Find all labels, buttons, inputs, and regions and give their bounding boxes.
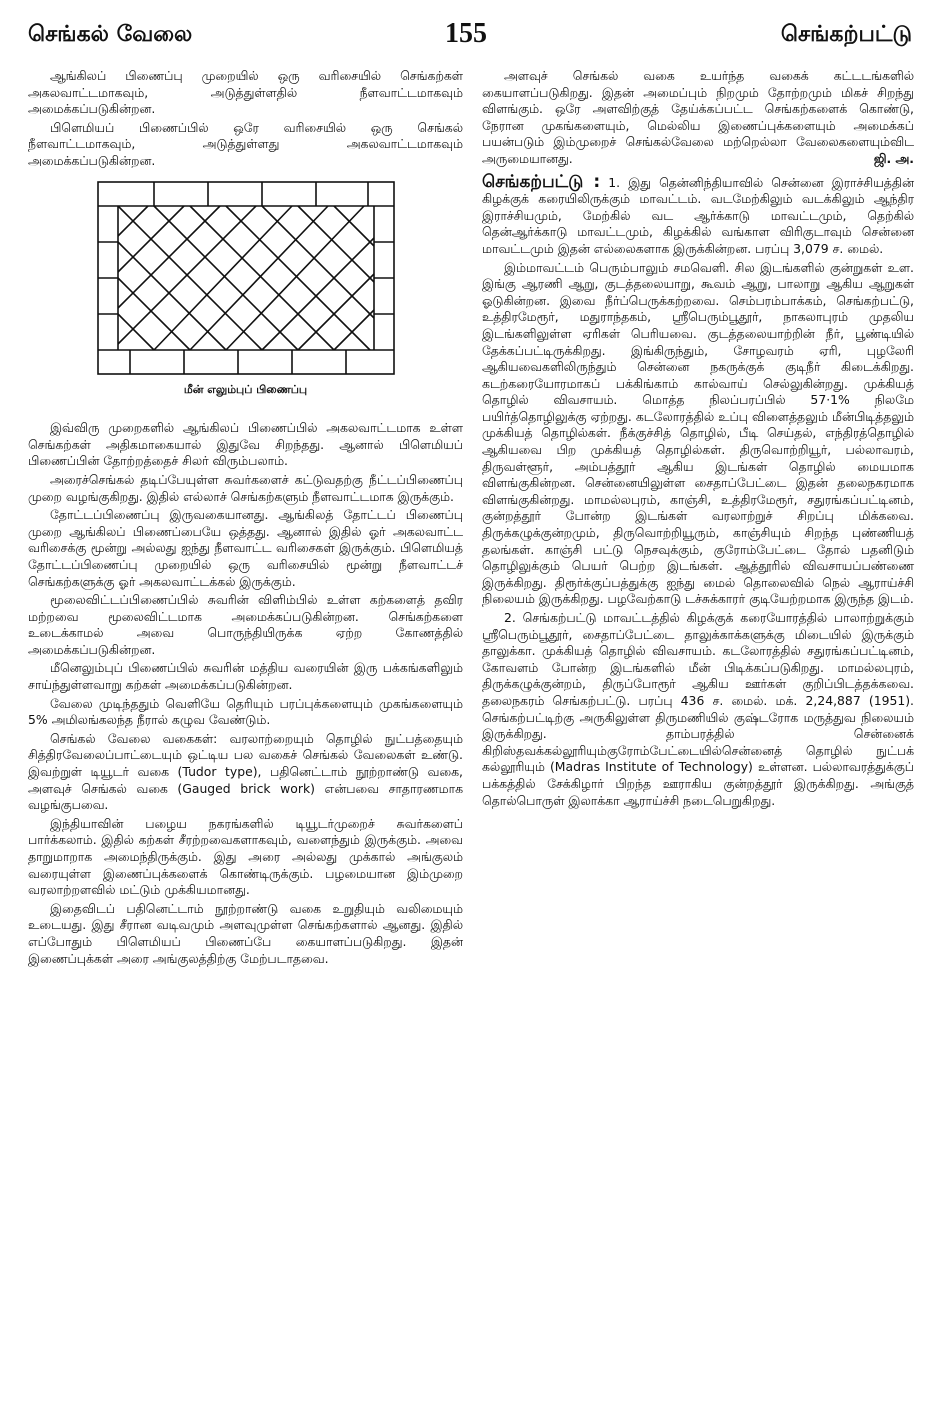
entry-title: செங்கற்பட்டு : <box>482 171 601 192</box>
right-column <box>482 68 914 811</box>
paragraph-flemish-bond: பிளெமியப் பிணைப்பில் ஒரே வரிசையில் ஒரு செங்கல் நீளவாட்டமாகவும், அடுத்துள்ளது அகலவாட்டமாகவும் அமைக்கப்படுகின்றன. <box>28 119 463 168</box>
author-initials: ஜி. அ. <box>873 150 914 166</box>
gauged-brick-text: அளவுச் செங்கல் வகை உயர்ந்த வகைக் கட்டடங்களில் கையாளப்படுகிறது. இதன் அமைப்பும் நிறமும் தோற்றமும் மிகச் சிறந்து விளங்கும். ஒரே அளவிற்குத் தேய்க்கப்பட்ட செங்கற்களைக் கொண்டு, நேரான முகங்களையும், மெல்லிய இணைப்புக்களையும் அமைக்கப் பயன்படும் இம்முறைச் செங்கல்வேலை மற்றெல்லா வேலைகளையும்விட அருமையானது. <box>482 68 914 166</box>
paragraph-acid-wash: வேலை முடிந்ததும் வெளியே தெரியும் பரப்புக்களையும் முகங்களையும் 5% அமிலங்கலந்த நீரால் கழுவ வேண்டும். <box>28 695 463 728</box>
entry-chengalpattu <box>482 171 914 258</box>
herringbone-bond-figure <box>28 180 463 399</box>
figure-caption: மீன் எலும்புப் பிணைப்பு <box>183 382 308 396</box>
herringbone-bond-diagram <box>96 180 396 376</box>
paragraph-gauged-brick <box>482 68 914 168</box>
paragraph-eighteenth-century-type: இதைவிடப் பதினெட்டாம் நூற்றாண்டு வகை உறுதியும் வலிமையும் உடையது. இது சீரான வடிவமும் அளவுமுள்ள செங்கற்களால் ஆனது. இதில் எப்போதும் பிளெமியப் பிணைப்பே கையாளப்படுகிறது. இதன் இணைப்புக்கள் அரை அங்குலத்திற்கு மேற்படாதவை. <box>28 900 463 966</box>
paragraph-stretcher-bond: அரைச்செங்கல் தடிப்பேயுள்ள சுவர்களைச் கட்டுவதற்கு நீட்டப்பிணைப்பு முறை வழங்குகிறது. இதில் எல்லாச் செங்கற்களும் நீளவாட்டமாக இருக்கும். <box>28 471 463 504</box>
paragraph-comparison: இவ்விரு முறைகளில் ஆங்கிலப் பிணைப்பில் அகலவாட்டமாக உள்ள செங்கற்கள் அதிகமாகையால் இதுவே சிறந்தது. ஆனால் பிளெமியப் பிணைப்பின் தோற்றத்தைச் சிலர் விரும்பலாம். <box>28 420 463 469</box>
paragraph-english-bond: ஆங்கிலப் பிணைப்பு முறையில் ஒரு வரிசையில் செங்கற்கள் அகலவாட்டமாகவும், அடுத்துள்ளதில் நீளவாட்டமாகவும் அமைக்கப்படுகின்றன. <box>28 68 463 117</box>
left-column <box>28 68 463 969</box>
paragraph-taluk: 2. செங்கற்பட்டு மாவட்டத்தில் கிழக்குக் கரையோரத்தில் பாலாற்றுக்கும் ஸ்ரீபெரும்பூதூர், சைதாப்பேட்டை தாலுக்காக்களுக்கு மிடையில் இருக்கும் தாலுக்கா. முக்கியத் தொழில் விவசாயம். கடலோரத்தில் சதுரங்கப்பட்டினம், கோவளம் போன்ற இடங்களில் மீன் பிடிக்கப்படுகிறது. மாமல்லபுரம், திருக்கழுக்குன்றம், திருப்போரூர் ஆகிய ஊர்கள் குறிப்பிடத்தக்கவை. தலைநகரம் செங்கற்பட்டு. பரப்பு 436 ச. மைல். மக். 2,24,887 (1951). செங்கற்பட்டிற்கு அருகிலுள்ள திருமணியில் குஷ்டரோக மருத்துவ நிலையம் இருக்கிறது. தாம்பரத்தில் சென்னைக் கிறிஸ்தவக்கல்லூரியும்குரோம்பேட்டையில்சென்னைத் தொழில் நுட்பக் கல்லூரியும் (Madras Institute of Technology) உள்ளன. பல்லாவரத்துக்குப் பக்கத்தில் சேக்கிழார் பிறந்த ஊராகிய குன்றத்தூர் இருக்கிறது. அங்குத் தொல்பொருள் இலாக்கா ஆராய்ச்சி நடைபெறுகிறது. <box>482 610 914 808</box>
page-number: 155 <box>445 18 487 49</box>
entry-text: 1. இது தென்னிந்தியாவில் சென்னை இராச்சியத்தின் கிழக்குக் கரையிலிருக்கும் மாவட்டம். வடமேற்கிலும் வடக்கிலும் ஆந்திர இராச்சியமும், மேற்கில் வட ஆர்க்காடு மாவட்டமும், தெற்கில் தென்ஆர்க்காடு மாவட்டமும், கிழக்கில் வங்காள விரிகுடாவும் சென்னை மாவட்டமும் இதன் எல்லைகளாக இருக்கின்றன. பரப்பு 3,079 ச. மைல். <box>482 174 914 256</box>
paragraph-district-details: இம்மாவட்டம் பெரும்பாலும் சமவெளி. சில இடங்களில் குன்றுகள் உள. இங்கு ஆரணி ஆறு, குடத்தலையாறு, கூவம் ஆறு, பாலாறு ஆகிய ஆறுகள் ஓடுகின்றன. இவை நீர்ப்பெருக்கற்றவை. செம்பரம்பாக்கம், செங்கற்பட்டு, உத்திரமேரூர், மதுராந்தகம், ஸ்ரீபெரும்பூதூர், நாகலாபுரம் முதலிய இடங்களிலுள்ள ஏரிகள் பெரியவை. குடத்தலையாற்றின் நீர், பூண்டியில் தேக்கப்பட்டிருக்கிறது. இங்கிருந்தும், சோழவரம் ஏரி, புழலேரி ஆகியவைகளிலிருந்தும் சென்னை நகருக்குக் குடிநீர் கிடைக்கிறது. கடற்கரையோரமாகப் பக்கிங்காம் கால்வாய் செல்லுகின்றது. முக்கியத் தொழில் விவசாயம். மொத்த நிலப்பரப்பில் 57·1% நிலமே பயிர்த்தொழிலுக்கு ஏற்றது. கடலோரத்தில் உப்பு விளைத்தலும் மீன்பிடித்தலும் முக்கியத் தொழில்கள். நீக்குச்சித் தொழில், பீடி செய்தல், எந்திரத்தொழில் ஆகியவை பிற முக்கியத் தொழில்கள். திருவொற்றியூர், பல்லாவரம், திருவள்ளூர், அம்பத்தூர் ஆகிய இடங்கள் தொழில் மையமாக விளங்குகின்றன. சென்னையிலுள்ள சைதாப்பேட்டை இதன் தலைநகரமாக விளங்குகின்றது. மாமல்லபுரம், காஞ்சி, உத்திரமேரூர், சதுரங்கப்பட்டினம், குன்றத்தூர் போன்ற இடங்கள் வரலாற்றுச் சிறப்பு மிக்கவை. திருக்கழுக்குன்றமும், திருவொற்றியூரும், காஞ்சியும் சிறந்த புண்ணியத் தலங்கள். காஞ்சி பட்டு நெசவுக்கும், குரோம்பேட்டை தோல் பதனிடும் தொழிலுக்கும் பெயர் பெற்ற இடங்கள். ஆத்தூரில் விவசாயப்பண்ணை இருக்கிறது. திரூர்க்குப்பத்துக்கு ஐந்து மைல் தொலைவில் நெல் ஆராய்ச்சி நிலையம் இருக்கிறது. பழவேற்காடு டச்சுக்காரர் குடியேற்றமாக இருந்த இடம். <box>482 259 914 607</box>
paragraph-tudor-type: இந்தியாவின் பழைய நகரங்களில் டியூடர்முறைச் சுவர்களைப் பார்க்கலாம். இதில் கற்கள் சீரற்றவைகளாகவும், வளைந்தும் இருக்கும். அவை தாறுமாறாக அமைந்திருக்கும். இது அரை அல்லது முக்கால் அங்குலம் வரையுள்ள இணைப்புக்களைக் கொண்டிருக்கும். பழமையான இம்முறை வரலாற்றளவில் மட்டும் முக்கியமானது. <box>28 815 463 898</box>
paragraph-herringbone-bond: மீனெலும்புப் பிணைப்பில் சுவரின் மத்திய வரையின் இரு பக்கங்களிலும் சாய்ந்துள்ளவாறு கற்கள் அமைக்கப்படுகின்றன. <box>28 660 463 693</box>
running-head-left: செங்கல் வேலை <box>28 22 193 47</box>
running-head-right: செங்கற்பட்டு <box>780 22 912 47</box>
paragraph-garden-bond: தோட்டப்பிணைப்பு இருவகையானது. ஆங்கிலத் தோட்டப் பிணைப்பு முறை ஆங்கிலப் பிணைப்பையே ஒத்தது. ஆனால் இதில் ஓர் அகலவாட்ட வரிசைக்கு மூன்று அல்லது ஐந்து நீளவாட்ட வரிசைகள் இருக்கும். பிளெமியத் தோட்டப்பிணைப்பு முறையில் ஒரு வரிசையில் மூன்று நீளவாட்டச் செங்கற்களுக்கு ஓர் அகலவாட்டக்கல் இருக்கும். <box>28 507 463 589</box>
paragraph-diagonal-bond: மூலைவிட்டப்பிணைப்பில் சுவரின் விளிம்பில் உள்ள கற்களைத் தவிர மற்றவை மூலைவிட்டமாக அமைக்கப்படுகின்றன. செங்கற்களை உடைக்காமல் அவை பொருந்தியிருக்க ஏற்ற கோணத்தில் அமைக்கப்படுகின்றன. <box>28 592 463 657</box>
paragraph-brickwork-types: செங்கல் வேலை வகைகள்: வரலாற்றையும் தொழில் நுட்பத்தையும் சித்திரவேலைப்பாட்டையும் ஒட்டிய பல வகைச் செங்கல் வேலைகள் உண்டு. இவற்றுள் டியூடர் வகை (Tudor type), பதினெட்டாம் நூற்றாண்டு வகை, அளவுச் செங்கல் வகை (Gauged brick work) என்பவை சாதாரணமாக வழங்குபவை. <box>28 730 463 813</box>
